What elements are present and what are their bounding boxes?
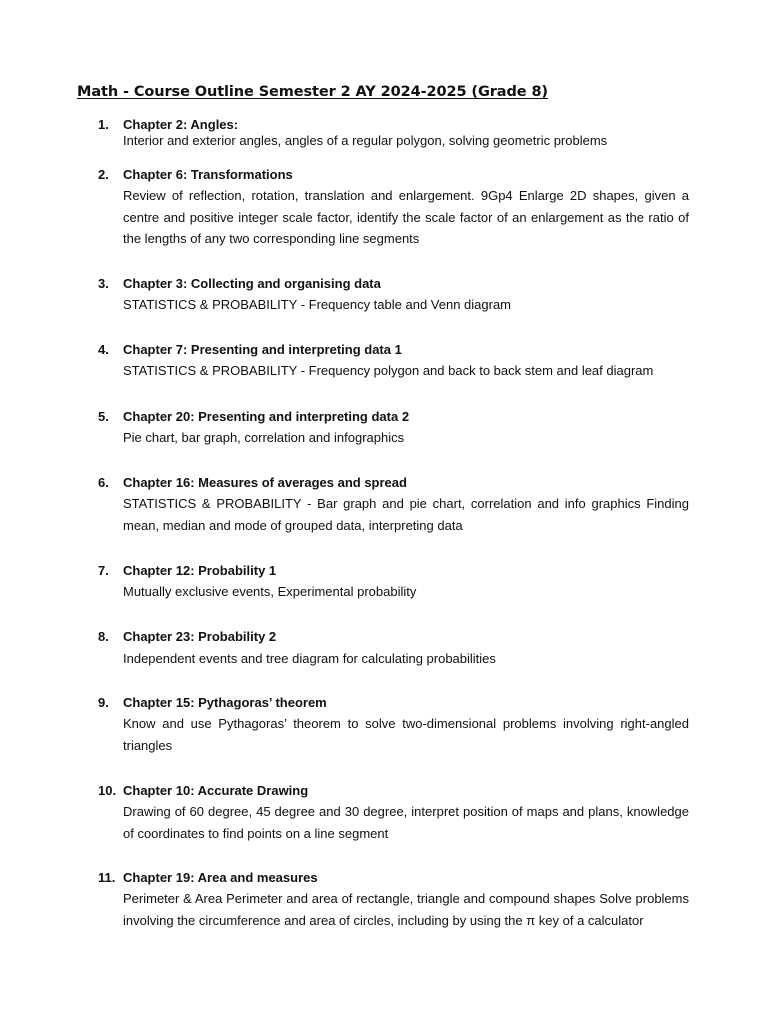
item-description: Interior and exterior angles, angles of a regular polygon, solving geometric problems	[123, 133, 608, 148]
item-heading: Chapter 15: Pythagoras’ theorem	[123, 695, 327, 710]
item-heading: Chapter 7: Presenting and interpreting data 1	[123, 342, 402, 357]
item-number: 1.	[98, 117, 109, 132]
item-number: 11.	[98, 870, 116, 885]
item-description: Drawing of 60 degree, 45 degree and 30 degree, interpret position of maps and plans, knowledge of coordinates to find points on a line segment	[123, 804, 689, 841]
item-description: Review of reflection, rotation, translation and enlargement. 9Gp4 Enlarge 2D shapes, given a centre and positive integer scale factor, identify the scale factor of an enlargement as the ratio of the lengths of any two corresponding line segments	[123, 188, 689, 246]
item-heading: Chapter 2: Angles:	[123, 117, 239, 132]
item-description: Know and use Pythagoras’ theorem to solve two-dimensional problems involving right-angled triangles	[123, 716, 689, 753]
item-description: Perimeter & Area Perimeter and area of rectangle, triangle and compound shapes Solve problems involving the circumference and area of circles, including by using the π key of a calculator	[123, 891, 689, 928]
item-heading: Chapter 6: Transformations	[123, 167, 293, 182]
item-heading: Chapter 19: Area and measures	[123, 870, 318, 885]
item-number: 6.	[98, 475, 109, 490]
item-description: Mutually exclusive events, Experimental probability	[123, 584, 417, 599]
item-description: STATISTICS & PROBABILITY - Bar graph and pie chart, correlation and info graphics Finding mean, median and mode of grouped data, interpreting data	[123, 496, 689, 533]
item-number: 9.	[98, 695, 109, 710]
item-number: 8.	[98, 629, 109, 644]
item-number: 10.	[98, 783, 117, 798]
item-description: STATISTICS & PROBABILITY - Frequency polygon and back to back stem and leaf diagram	[123, 363, 654, 378]
item-number: 4.	[98, 342, 109, 357]
item-heading: Chapter 23: Probability 2	[123, 629, 277, 644]
item-number: 3.	[98, 276, 109, 291]
item-number: 5.	[98, 409, 109, 424]
item-description: Pie chart, bar graph, correlation and infographics	[123, 430, 405, 445]
item-description: STATISTICS & PROBABILITY - Frequency table and Venn diagram	[123, 297, 512, 312]
item-heading: Chapter 10: Accurate Drawing	[123, 783, 309, 798]
document-title: Math - Course Outline Semester 2 AY 2024-2025 (Grade 8)	[77, 84, 548, 100]
item-heading: Chapter 20: Presenting and interpreting data 2	[123, 409, 410, 424]
item-description: Independent events and tree diagram for calculating probabilities	[123, 651, 496, 666]
item-number: 7.	[98, 563, 109, 578]
item-heading: Chapter 3: Collecting and organising data	[123, 276, 381, 291]
item-heading: Chapter 12: Probability 1	[123, 563, 277, 578]
item-heading: Chapter 16: Measures of averages and spread	[123, 475, 407, 490]
item-number: 2.	[98, 167, 109, 182]
